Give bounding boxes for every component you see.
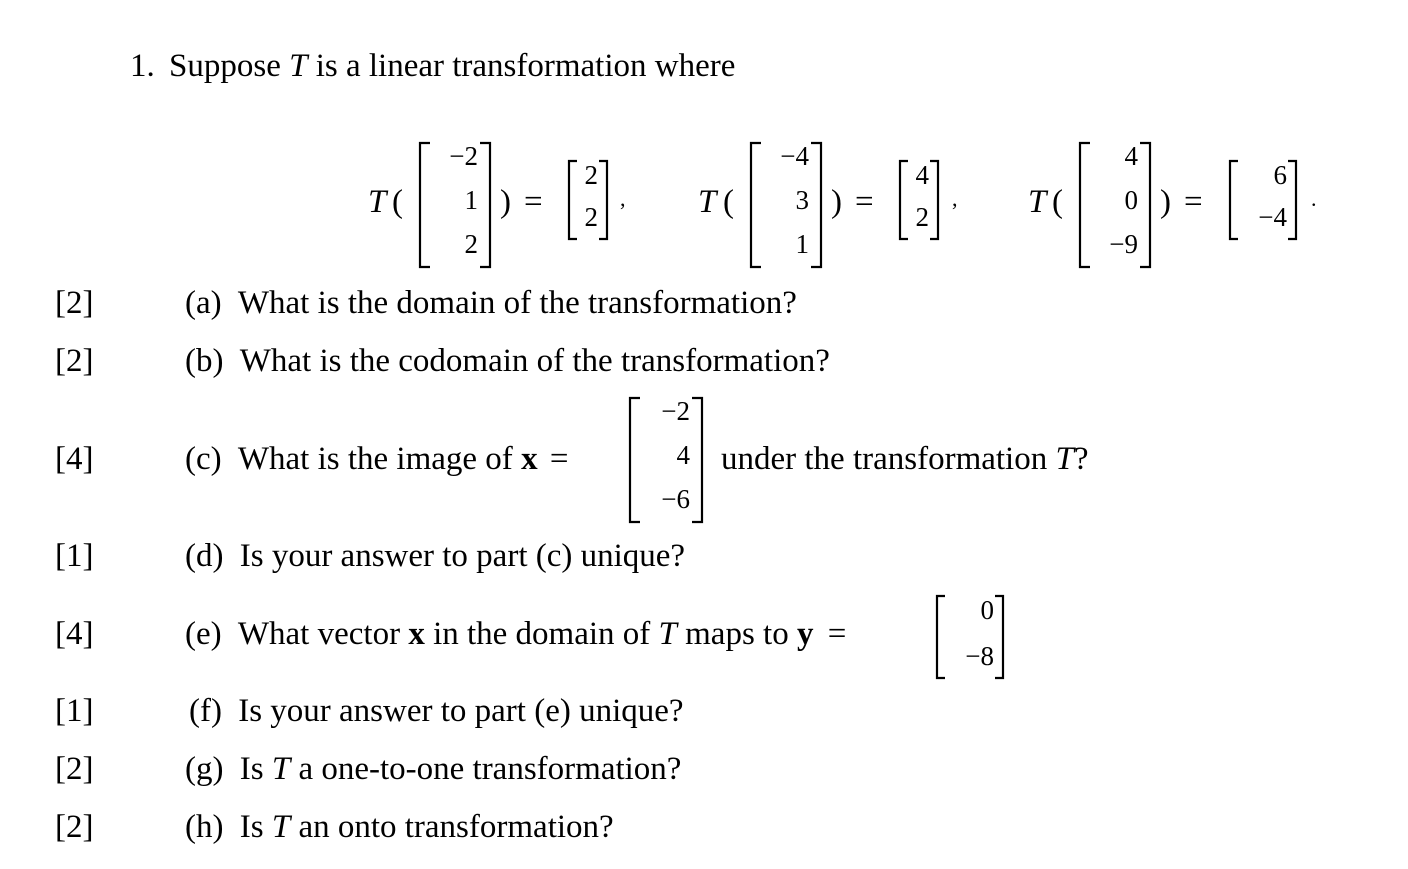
part-g-T: T xyxy=(271,751,291,787)
part-e-text-mid2: maps to xyxy=(685,616,789,652)
mapping-3-input-0: 4 xyxy=(1124,141,1138,171)
part-c-tail xyxy=(721,443,1089,476)
mapping-3-output-bracket-right xyxy=(1286,160,1298,240)
part-d xyxy=(185,540,685,573)
part-g-label: (g) xyxy=(185,751,224,787)
mapping-3-input-bracket-right xyxy=(1138,142,1152,268)
mapping-1-output-1: 2 xyxy=(584,202,598,232)
marks-a: [2] xyxy=(55,285,94,321)
mapping-3-output-1: −4 xyxy=(1258,202,1287,232)
part-c-label: (c) xyxy=(185,441,222,477)
part-e xyxy=(185,618,846,651)
mapping-3-equals: = xyxy=(1184,184,1203,220)
mapping-3-input-vector xyxy=(1090,143,1138,261)
mapping-1-input-0: −2 xyxy=(449,141,478,171)
mapping-3-T: T xyxy=(1028,184,1047,220)
part-c-vector-0: −2 xyxy=(661,396,690,426)
part-e-equals: = xyxy=(827,616,847,652)
mapping-1-input-2: 2 xyxy=(464,229,478,259)
mapping-2-output-vector xyxy=(907,162,929,234)
mapping-1-input-1: 1 xyxy=(464,185,478,215)
mapping-3-output-vector xyxy=(1237,162,1287,234)
part-d-label: (d) xyxy=(185,538,224,574)
mapping-2-input-vector xyxy=(761,143,809,261)
part-e-vector-bracket-right xyxy=(993,595,1005,679)
mapping-2-output-0: 4 xyxy=(915,160,929,190)
mapping-3-punct: . xyxy=(1311,186,1317,211)
part-e-vector-1: −8 xyxy=(965,641,994,671)
part-e-var-x: x xyxy=(408,616,425,652)
part-e-label: (e) xyxy=(185,616,222,652)
marks-d: [1] xyxy=(55,538,94,574)
problem-heading xyxy=(130,50,735,83)
part-c-equals: = xyxy=(549,441,569,477)
part-d-text: Is your answer to part (c) unique? xyxy=(239,538,686,574)
mapping-3-output-0: 6 xyxy=(1273,160,1287,190)
part-b-text: What is the codomain of the transformation? xyxy=(239,343,830,379)
mapping-1-open-paren: ( xyxy=(392,184,403,220)
mapping-2-T: T xyxy=(698,184,717,220)
marks-c: [4] xyxy=(55,441,94,477)
mapping-3-input-2: −9 xyxy=(1109,229,1138,259)
mapping-1-output-bracket-right xyxy=(597,160,609,240)
part-c-end: ? xyxy=(1073,441,1089,477)
part-c-vector xyxy=(640,398,690,516)
part-f xyxy=(189,695,684,728)
part-f-text: Is your answer to part (e) unique? xyxy=(238,693,684,729)
mapping-2-input-1: 3 xyxy=(795,185,809,215)
part-a-text: What is the domain of the transformation? xyxy=(237,285,797,321)
mapping-1-T: T xyxy=(368,184,387,220)
mapping-3-open-paren: ( xyxy=(1052,184,1063,220)
mapping-3-input-1: 0 xyxy=(1124,185,1138,215)
part-c-vector-2: −6 xyxy=(661,484,690,514)
part-e-vector xyxy=(944,597,994,673)
part-b xyxy=(185,345,830,378)
mapping-1-close-paren: ) xyxy=(500,184,511,220)
part-c-vector-1: 4 xyxy=(676,440,690,470)
marks-h: [2] xyxy=(55,809,94,845)
part-e-T: T xyxy=(658,616,677,652)
part-c-vector-bracket-right xyxy=(690,397,704,523)
marks-b: [2] xyxy=(55,343,94,379)
mapping-1-input-vector xyxy=(430,143,478,261)
part-e-text-mid: in the domain of xyxy=(433,616,651,652)
intro-after: is a linear transformation where xyxy=(315,48,736,84)
part-h-label: (h) xyxy=(185,809,224,845)
mapping-1-input-bracket-right xyxy=(478,142,492,268)
part-c-T: T xyxy=(1055,441,1074,477)
mapping-1-output-0: 2 xyxy=(584,160,598,190)
part-c-var-x: x xyxy=(521,441,538,477)
part-c xyxy=(185,443,568,476)
mapping-2-input-0: −4 xyxy=(780,141,809,171)
mapping-2-close-paren: ) xyxy=(831,184,842,220)
part-h xyxy=(185,811,614,844)
mapping-2-input-bracket-right xyxy=(809,142,823,268)
mapping-1-punct: , xyxy=(620,186,626,211)
mapping-2-open-paren: ( xyxy=(723,184,734,220)
part-f-label: (f) xyxy=(189,693,222,729)
transformation-symbol: T xyxy=(289,48,308,84)
part-a-label: (a) xyxy=(185,285,222,321)
part-g-text-before: Is xyxy=(239,751,264,787)
part-c-text-before: What is the image of xyxy=(237,441,513,477)
part-h-T: T xyxy=(271,809,291,845)
part-e-var-y: y xyxy=(796,616,814,652)
part-h-text-after: an onto transformation? xyxy=(298,809,614,845)
mapping-1-equals: = xyxy=(524,184,543,220)
part-c-text-after: under the transformation xyxy=(721,441,1048,477)
problem-number: 1. xyxy=(130,48,155,84)
mapping-1-output-vector xyxy=(576,162,598,234)
mapping-2-output-bracket-right xyxy=(928,160,940,240)
mapping-2-equals: = xyxy=(855,184,874,220)
part-b-label: (b) xyxy=(185,343,224,379)
mapping-2-punct: , xyxy=(952,186,958,211)
intro-before: Suppose xyxy=(169,48,281,84)
marks-g: [2] xyxy=(55,751,94,787)
mapping-3-close-paren: ) xyxy=(1160,184,1171,220)
part-h-text-before: Is xyxy=(239,809,264,845)
part-a xyxy=(185,287,797,320)
marks-e: [4] xyxy=(55,616,94,652)
part-g xyxy=(185,753,681,786)
part-e-vector-0: 0 xyxy=(980,595,994,625)
mapping-2-input-2: 1 xyxy=(795,229,809,259)
mapping-2-output-1: 2 xyxy=(915,202,929,232)
part-g-text-after: a one-to-one transformation? xyxy=(298,751,682,787)
marks-f: [1] xyxy=(55,693,94,729)
part-e-text-before: What vector xyxy=(237,616,401,652)
